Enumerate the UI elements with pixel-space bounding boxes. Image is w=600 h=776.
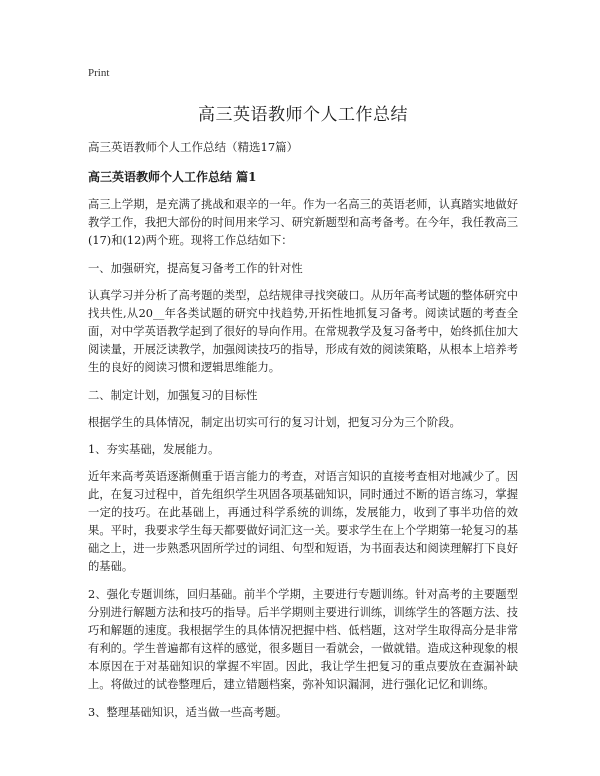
- paragraph-stage-3: 3、整理基础知识，适当做一些高考题。: [88, 706, 288, 719]
- paragraph-stage-2: 2、强化专题训练，回归基础。前半个学期，主要进行专题训练。针对高考的主要题型分别进行解题方法和技巧的指导。后半学期则主要进行训练，训练学生的答题方法、技巧和解题的速度。我根据学生的具体情况把握中档、低档题，这对学生取得高分是非常有利的。学生普遍都有这样的感觉，很多题目一看就会，一做就错。造成这种现象的根本原因在于对基础知识的掌握不牢固。因此，我让学生把复习的重点要放在查漏补缺上。将做过的试卷整理后，建立错题档案，弥补知识漏洞，进行强化记忆和训练。: [88, 588, 518, 691]
- section-heading: 高三英语教师个人工作总结 篇1: [88, 170, 257, 184]
- paragraph-stage-1: 1、夯实基础，发展能力。: [88, 443, 220, 456]
- document-title: 高三英语教师个人工作总结: [198, 105, 408, 125]
- paragraph-heading-1: 一、加强研究，提高复习备考工作的针对性: [88, 262, 303, 275]
- print-link[interactable]: Print: [88, 67, 110, 79]
- paragraph-research: 认真学习并分析了高考题的类型，总结规律寻找突破口。从历年高考试题的整体研究中找共性,从20__年各类试题的研究中找趋势,开拓性地抓复习备考。阅读试题的考查全面，对中学英语教学起到了很好的导向作用。在常规教学及复习备考中，始终抓住加大阅读量，开展泛读教学，加强阅读技巧的指导，形成有效的阅读策略，从根本上培养考生的良好的阅读习惯和逻辑思维能力。: [88, 289, 518, 374]
- document-subtitle: 高三英语教师个人工作总结（精选17篇）: [88, 140, 299, 154]
- paragraph-intro: 高三上学期，是充满了挑战和艰辛的一年。作为一名高三的英语老师，认真踏实地做好教学工作，我把大部份的时间用来学习、研究新题型和高考备考。在今年，我任教高三(17)和(12)两个班。现将工作总结如下：: [88, 198, 518, 247]
- paragraph-foundation: 近年来高考英语逐渐侧重于语言能力的考查，对语言知识的直接考查相对地减少了。因此，在复习过程中，首先组织学生巩固各项基础知识，同时通过不断的语言练习，掌握一定的技巧。在此基础上，再通过科学系统的训练，发展能力，收到了事半功倍的效果。平时，我要求学生每天都要做好词汇这一关。要求学生在上个学期第一轮复习的基础之上，进一步熟悉巩固所学过的词组、句型和短语，为书面表达和阅读理解打下良好的基础。: [88, 470, 518, 573]
- document-page: [88, 66, 518, 732]
- paragraph-plan: 根据学生的具体情况，制定出切实可行的复习计划，把复习分为三个阶段。: [88, 416, 461, 429]
- paragraph-heading-2: 二、制定计划，加强复习的目标性: [88, 389, 258, 402]
